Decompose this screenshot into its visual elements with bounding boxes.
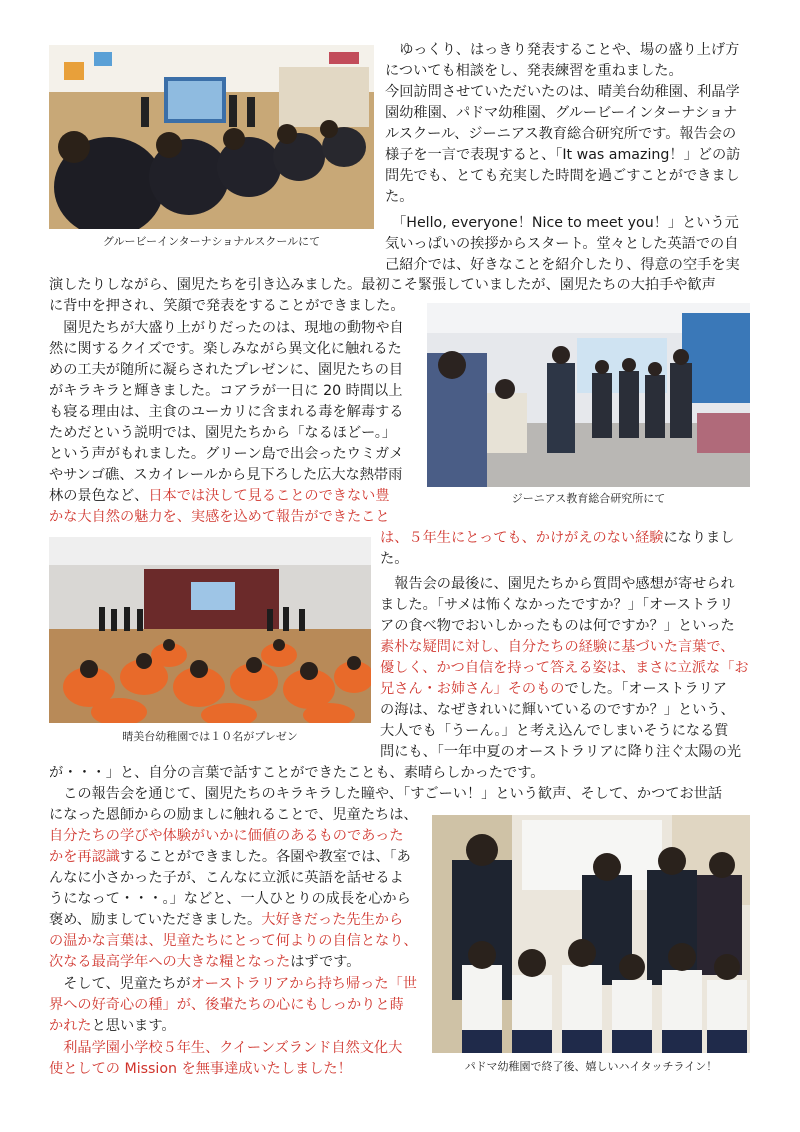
body-text: 大人でも「うーん。」と考え込んでしまいそうになる質 [380,723,729,739]
article-line [385,124,750,145]
article-line [49,784,750,805]
article-line [380,742,750,763]
body-text: た。 [380,551,409,567]
body-text: 「Hello, everyone！Nice to meet you！」という元 [385,215,739,231]
body-text: も寝る理由は、主食のユーカリに含まれる毒を解毒する [49,404,404,420]
body-text: でした。「オーストラリア [564,681,727,697]
body-text: 様子を一言で表現すると、「It was amazing！」どの訪 [385,147,741,163]
highlight-text: 優しく、かつ自信を持って答える姿は、まさに立派な「お [380,660,749,676]
highlight-text: 自分たちの学びや体験がいかに価値のあるものであった [49,828,404,844]
article-line [49,889,427,910]
article-line [380,528,750,549]
body-text: ゆっくり、はっきり発表することや、場の盛り上げ方 [385,42,740,58]
body-text: んなに小さかった子が、こんなに立派に英語を話せるよ [49,870,404,886]
body-text: ためだという説明では、園児たちから「なるほどー。」 [49,425,397,441]
article-line [380,679,750,700]
body-text: と思います。 [91,1018,176,1034]
article-line [380,658,750,679]
article-line [49,402,421,423]
caption-genius-institute: ジーニアス教育総合研究所にて [511,492,666,505]
article-line [49,910,427,931]
highlight-text: 兄さん・お姉さん」そのもの [380,681,565,697]
article-line [385,234,750,255]
article-line [385,103,750,124]
body-text: やサンゴ礁、スカイレールから見下ろした広大な熱帯雨 [49,467,403,483]
body-text: することができました。各園や教室では、「あ [119,849,411,865]
article-line [49,868,427,889]
article-line [49,339,421,360]
highlight-text: オーストラリアから持ち帰った「世 [190,976,417,992]
article-line [380,574,750,595]
article-line [385,82,750,103]
article-line [49,805,427,826]
body-text: 園児たちが大盛り上がりだったのは、現地の動物や自 [49,320,404,336]
caption-grubby-school: グルービーインターナショナルスクールにて [102,235,321,248]
photo-genius-institute [427,303,750,487]
body-text: になりまし [663,530,735,546]
article-line [385,213,750,234]
body-text: 今回訪問させていただいたのは、晴美台幼稚園、利晶学 [385,84,740,100]
highlight-text: 使としての Mission を無事達成いたしました！ [49,1061,352,1077]
article-line [49,1016,427,1037]
body-text: 褒め、励ましていただきました。 [49,912,262,928]
caption-padoma-kindergarten: パドマ幼稚園で終了後、嬉しいハイタッチライン！ [464,1060,718,1073]
caption-seibidai-kindergarten: 晴美台幼稚園では１０名がプレゼン [122,730,298,743]
body-text: 気いっぱいの挨拶からスタート。堂々とした英語での自 [385,236,739,252]
article-line [49,847,427,868]
body-text: そして、児童たちが [49,976,191,992]
article-line [49,318,421,339]
body-text: という声がもれました。グリーン島で出会ったウミガメ [49,446,404,462]
body-text: に背中を押され、笑顔で発表をすることができました。 [49,298,405,314]
body-text: 己紹介では、好きなことを紹介したり、得意の空手を実 [385,257,740,273]
body-text: 然に関するクイズです。楽しみながら異文化に触れるた [49,341,402,357]
highlight-text: かを再認識 [49,849,120,865]
article-line [49,952,427,973]
body-text: うになって・・・。」などと、一人ひとりの成長を心から [49,891,411,907]
article-line [49,974,427,995]
highlight-text: 界への好奇心の種」が、後輩たちの心にもしっかりと蒔 [49,997,404,1013]
article-line [49,296,750,317]
article-line [49,763,750,784]
article-line [49,826,427,847]
body-text: についても相談をし、発表練習を重ねました。 [385,63,683,79]
highlight-text: 日本では決して見ることのできない豊 [148,488,390,504]
article-line [49,1059,427,1080]
highlight-text: かな大自然の魅力を、実感を込めて報告ができたこと [49,509,390,525]
body-text: になった恩師からの励ましに触れることで、児童たちは、 [49,807,418,823]
photo-grubby-school [49,37,374,229]
article-line [49,995,427,1016]
article-line [49,486,421,507]
highlight-text: 利晶学園小学校５年生、クイーンズランド自然文化大 [49,1040,403,1056]
highlight-text: かれた [49,1018,92,1034]
photo-padoma-kindergarten [432,815,750,1053]
article-line [49,465,421,486]
body-text: た。 [385,189,414,205]
article-line [49,423,421,444]
body-text: はずです。 [290,954,361,970]
article-line [49,275,750,296]
body-text: 問先でも、とても充実した時間を過ごすことができまし [385,168,740,184]
article-line [385,187,750,208]
article-line [380,721,750,742]
article-line [385,61,750,82]
article-line [380,549,750,570]
article-line [380,700,750,721]
highlight-text: の温かな言葉は、児童たちにとって何よりの自信となり、 [49,933,418,949]
body-text: 演したりしながら、園児たちを引き込みました。最初こそ緊張していましたが、園児たちの大拍手や歓声 [49,277,716,293]
body-text: が・・・」と、自分の言葉で話すことができたことも、素晴らしかったです。 [49,765,545,781]
article-line [49,444,421,465]
highlight-text: 大好きだった先生から [261,912,404,928]
article-line [380,637,750,658]
highlight-text: は、５年生にとっても、かけがえのない経験 [380,530,664,546]
body-text: ました。「サメは怖くなかったですか？」「オーストラリ [380,597,734,613]
article-line [49,931,427,952]
body-text: この報告会を通じて、園児たちのキラキラした瞳や、「すごーい！」という歓声、そして、かつてお世話 [49,786,723,802]
body-text: 問にも、「一年中夏のオーストラリアに降り注ぐ太陽の光 [380,744,742,760]
body-text: の海は、なぜきれいに輝いているのですか？」という、 [380,702,735,718]
article-line [385,255,750,276]
article-line [49,381,421,402]
body-text: がキラキラと輝きました。コアラが一日に 20 時間以上 [49,383,403,399]
body-text: めの工夫が随所に凝らされたプレゼンに、園児たちの目 [49,362,404,378]
article-line [385,145,750,166]
article-line [385,166,750,187]
body-text: 林の景色など、 [49,488,149,504]
highlight-text: 素朴な疑問に対し、自分たちの経験に基づいた言葉で、 [380,639,735,655]
highlight-text: 次なる最高学年への大きな糧となった [49,954,291,970]
body-text: アの食べ物でおいしかったものは何ですか？」といった [380,618,735,634]
photo-seibidai-kindergarten [49,537,371,723]
article-line [385,40,750,61]
body-text: 園幼稚園、パドマ幼稚園、グルービーインターナショナ [385,105,738,121]
article-line [380,595,750,616]
article-line [49,1038,427,1059]
article-line [380,616,750,637]
body-text: ルスクール、ジーニアス教育総合研究所です。報告会の [385,126,737,142]
article-line [49,507,421,528]
article-line [49,360,421,381]
body-text: 報告会の最後に、園児たちから質問や感想が寄せられ [380,576,735,592]
